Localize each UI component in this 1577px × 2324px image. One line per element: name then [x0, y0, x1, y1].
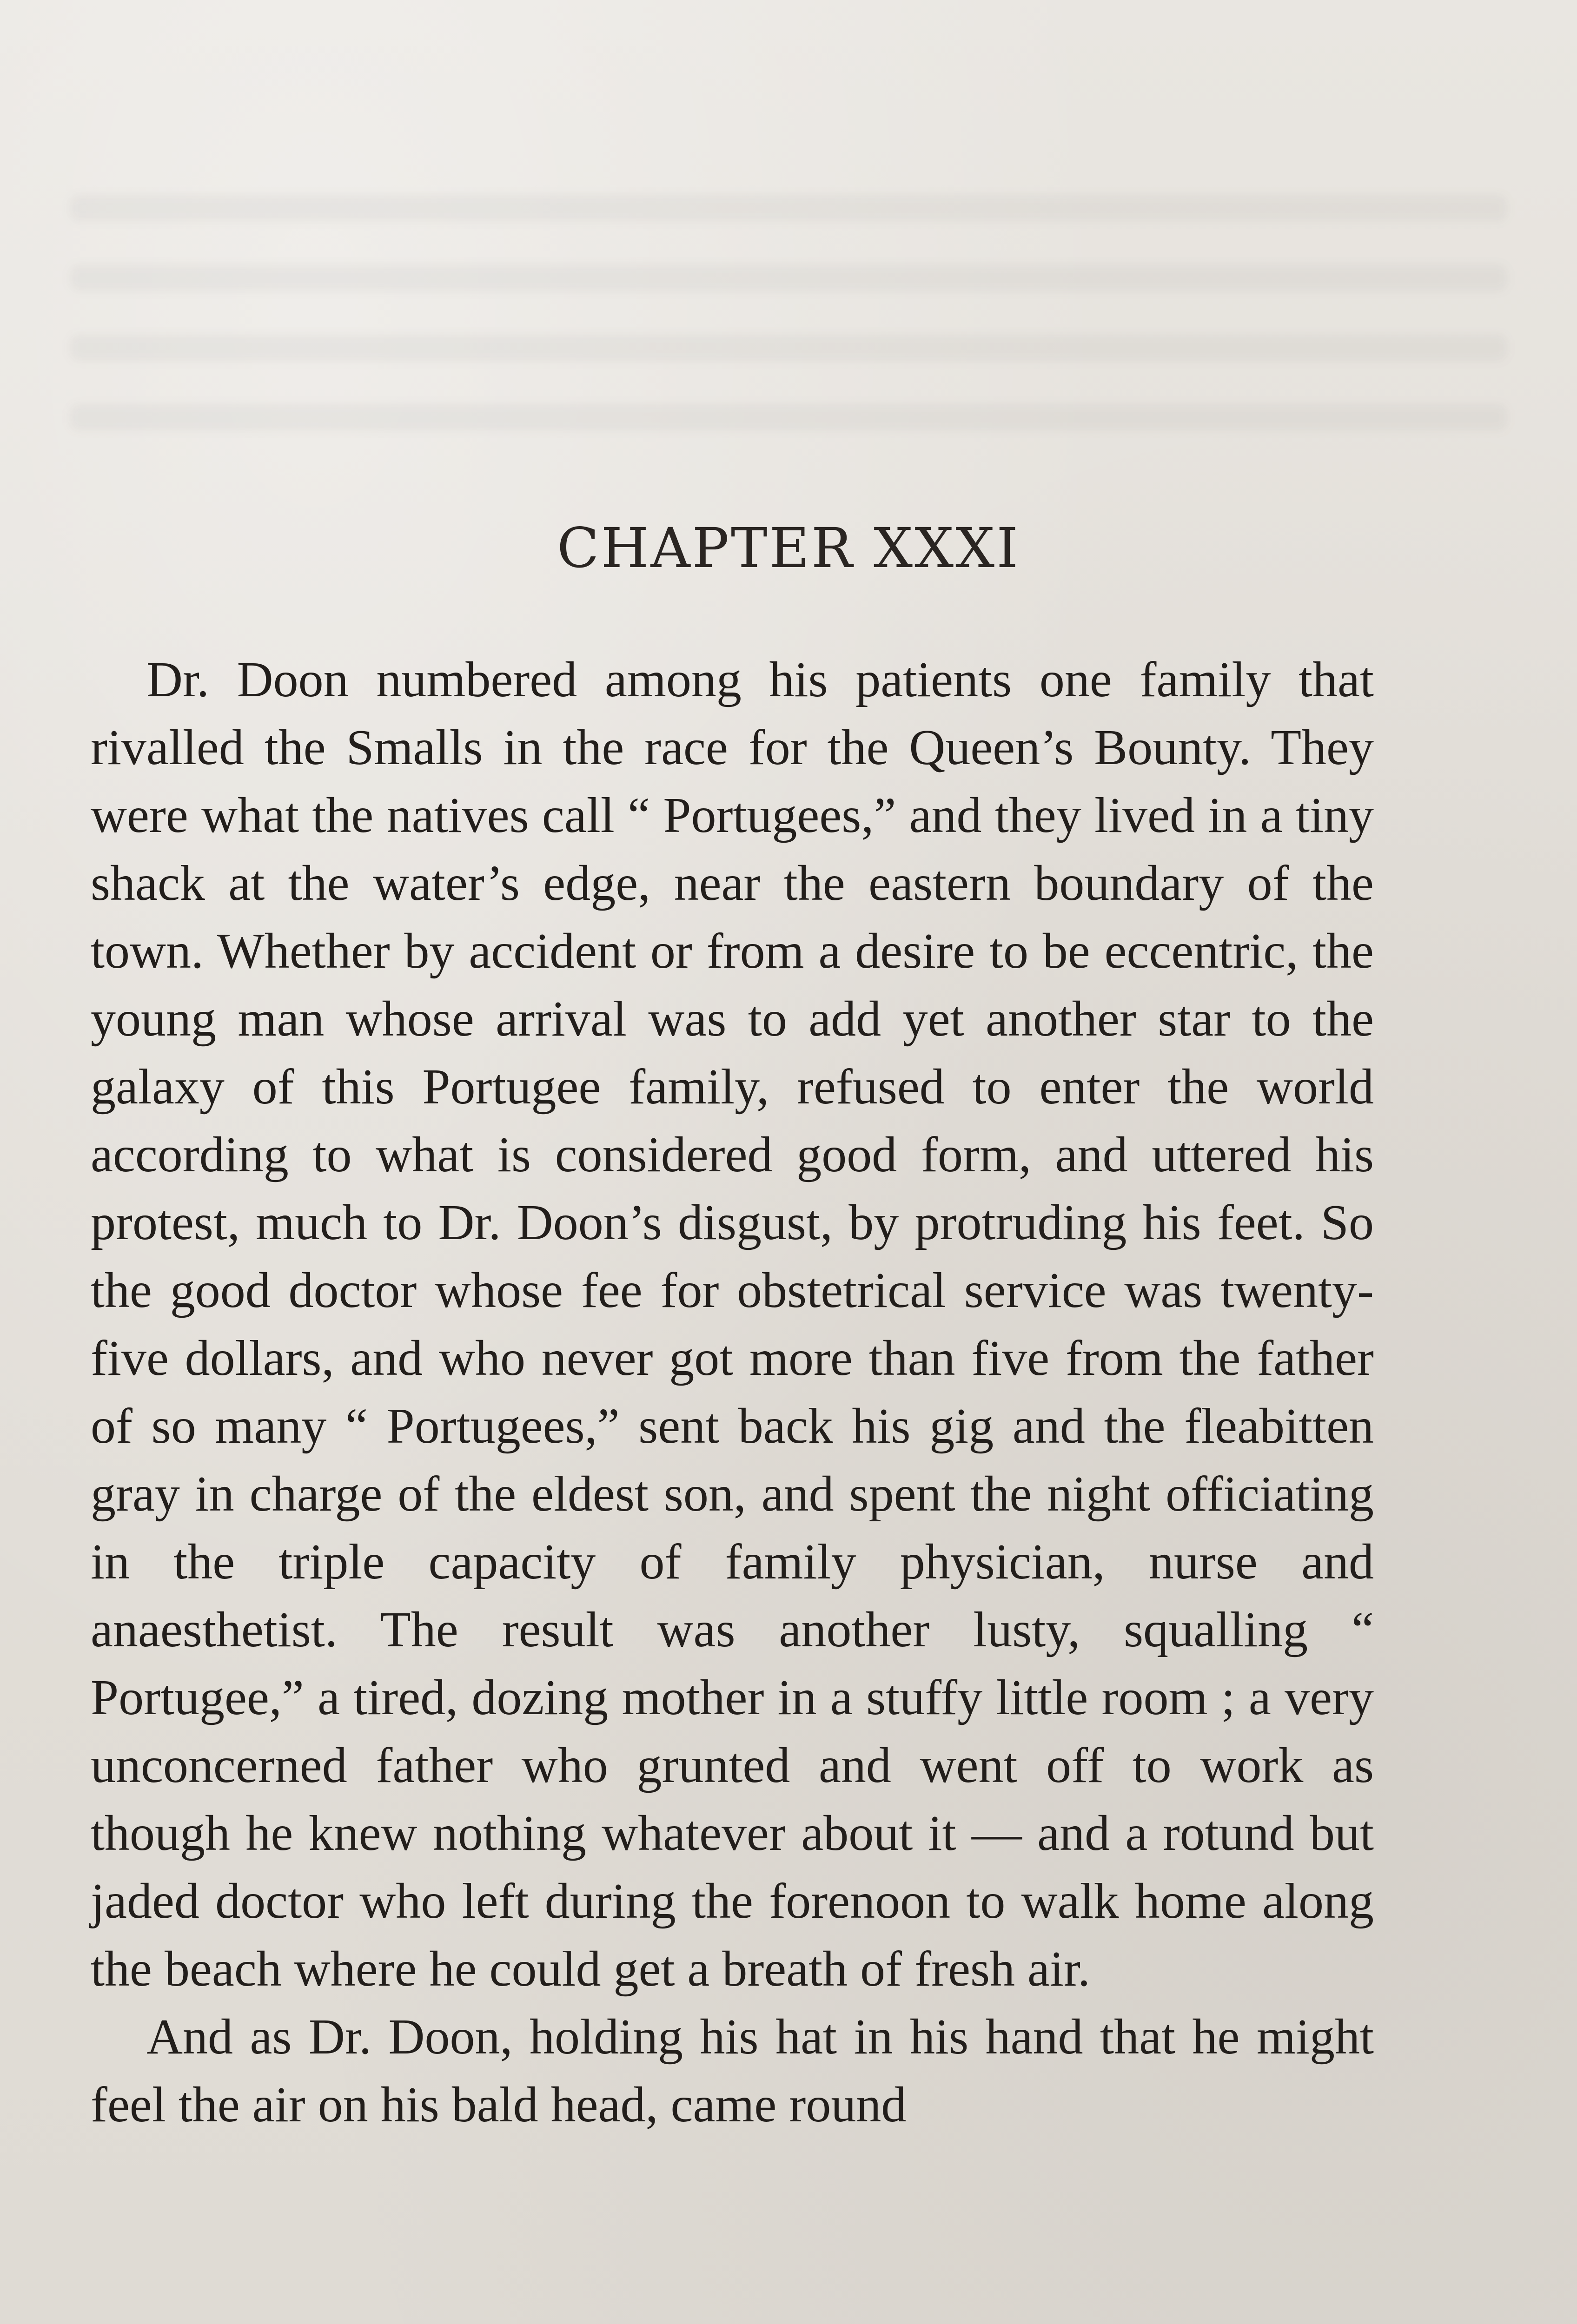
- bleed-through-line: [70, 404, 1507, 430]
- bleed-through-line: [70, 335, 1507, 361]
- paragraph: And as Dr. Doon, holding his hat in his hand that he might feel the air on his bald head, came round: [91, 2009, 1374, 2133]
- bleed-through-line: [70, 195, 1507, 221]
- body-text: [91, 646, 1374, 2139]
- paragraph: Dr. Doon numbered among his patients one family that rivalled the Smalls in the race for the Queen’s Bounty. They were what the natives call “ Portugees,” and they lived in a tiny shack at the water’s edge, near the eastern boundary of the town. Whether by accident or from a desire to be eccentric, the young man whose arrival was to add yet another star to the galaxy of this Portugee family, refused to enter the world according to what is considered good form, and uttered his protest, much to Dr. Doon’s disgust, by protruding his feet. So the good doctor whose fee for obstetrical service was twenty-five dollars, and who never got more than five from the father of so many “ Portugees,” sent back his gig and the fleabitten gray in charge of the eldest son, and spent the night officiating in the triple capacity of family physician, nurse and anaesthetist. The result was another lusty, squalling “ Portugee,” a tired, dozing mother in a stuffy little room ; a very unconcerned father who grunted and went off to work as though he knew nothing whatever about it — and a rotund but jaded doctor who left during the forenoon to walk home along the beach where he could get a breath of fresh air.: [91, 652, 1374, 1997]
- bleed-through-line: [70, 265, 1507, 291]
- chapter-title: CHAPTER XXXI: [557, 516, 1020, 580]
